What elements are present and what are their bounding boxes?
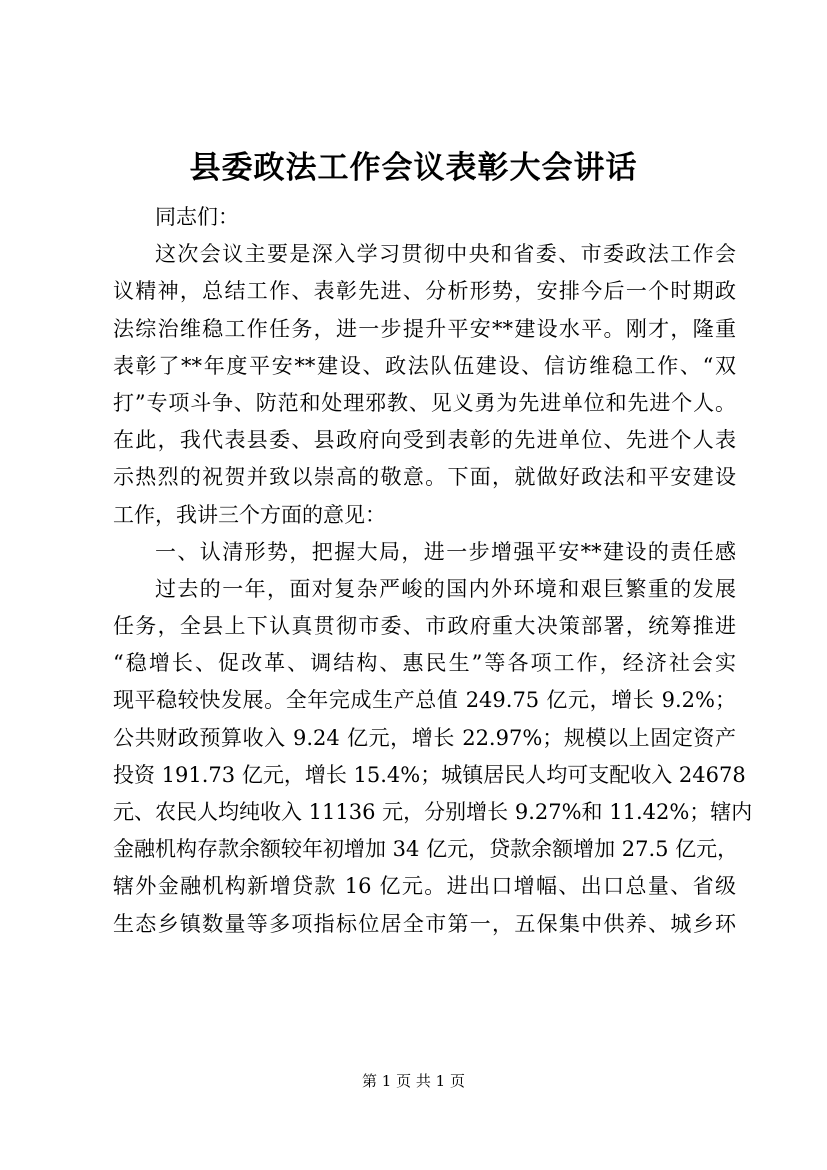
body-line: 表彰了**年度平安**建设、政法队伍建设、信访维稳工作、“双 [113,353,736,378]
body-line: 示热烈的祝贺并致以崇高的敬意。下面，就做好政法和平安建设 [113,465,736,490]
body-line: 在此，我代表县委、县政府向受到表彰的先进单位、先进个人表 [113,428,736,453]
body-line: 元、农民人均纯收入 11136 元，分别增长 9.27%和 11.42%；辖内 [113,800,753,824]
document-title: 县委政法工作会议表彰大会讲话 [189,150,638,186]
body-line: 打”专项斗争、防范和处理邪教、见义勇为先进单位和先进个人。 [113,390,736,415]
salutation-line: 同志们： [155,205,239,229]
section-heading: 一、认清形势，把握大局，进一步增强平安**建设的责任感 [155,539,736,564]
body-line: 生态乡镇数量等多项指标位居全市第一，五保集中供养、城乡环 [113,911,736,936]
body-line: 投资 191.73 亿元，增长 15.4%；城镇居民人均可支配收入 24678 [113,762,746,787]
document-body [113,199,753,943]
body-line: 议精神，总结工作、表彰先进、分析形势，安排今后一个时期政 [113,279,736,304]
body-line: “稳增长、促改革、调结构、惠民生”等各项工作，经济社会实 [113,651,736,676]
body-line: 现平稳较快发展。全年完成生产总值 249.75 亿元，增长 9.2%； [113,688,736,713]
body-line: 公共财政预算收入 9.24 亿元，增长 22.97%；规模以上固定资产 [113,725,736,750]
body-line: 任务，全县上下认真贯彻市委、市政府重大决策部署，统筹推进 [113,614,736,639]
page-number-footer: 第 1 页 共 1 页 [362,1072,465,1090]
body-line: 工作，我讲三个方面的意见： [113,502,386,527]
body-line: 金融机构存款余额较年初增加 34 亿元，贷款余额增加 27.5 亿元， [113,837,739,862]
body-line: 过去的一年，面对复杂严峻的国内外环境和艰巨繁重的发展 [155,576,736,601]
body-line: 法综治维稳工作任务，进一步提升平安**建设水平。刚才，隆重 [113,316,736,341]
body-line: 辖外金融机构新增贷款 16 亿元。进出口增幅、出口总量、省级 [113,874,736,899]
body-line: 这次会议主要是深入学习贯彻中央和省委、市委政法工作会 [155,242,736,267]
